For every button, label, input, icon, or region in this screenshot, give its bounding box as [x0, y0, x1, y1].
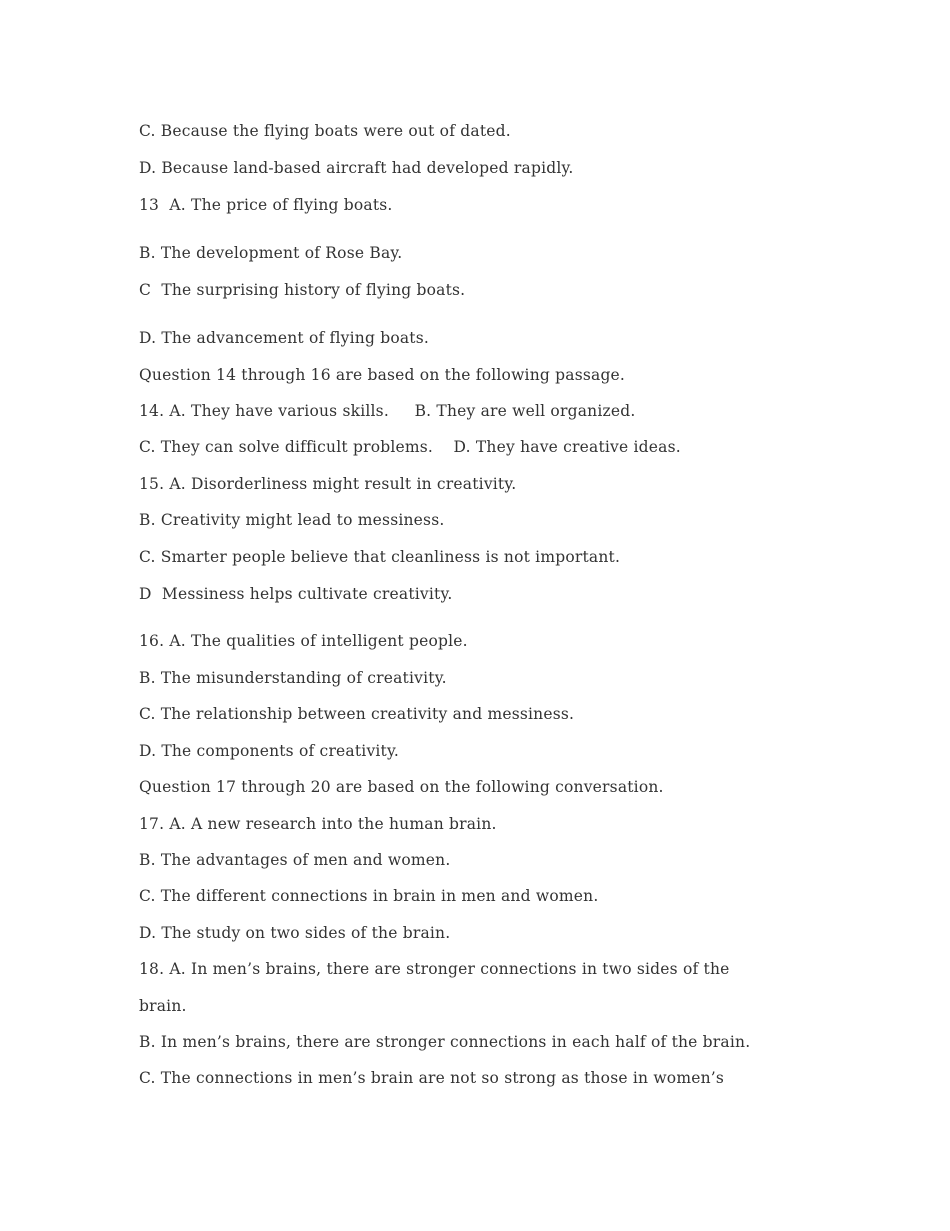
answer-line: 17. A. A new research into the human brain. [139, 815, 497, 833]
answer-line: B. The development of Rose Bay. [139, 244, 403, 262]
answer-line: D. The advancement of flying boats. [139, 329, 429, 347]
answer-line: 13 A. The price of flying boats. [139, 196, 393, 214]
answer-line: C. The relationship between creativity and messiness. [139, 705, 575, 723]
answer-line: B. Creativity might lead to messiness. [139, 511, 445, 529]
answer-line: C. Smarter people believe that cleanliness is not important. [139, 548, 621, 566]
answer-line: brain. [139, 997, 187, 1015]
answer-line: 14. A. They have various skills. B. They are well organized. [139, 402, 636, 420]
answer-line: 15. A. Disorderliness might result in creativity. [139, 475, 517, 493]
answer-line: C. The different connections in brain in men and women. [139, 887, 599, 905]
answer-line: B. The misunderstanding of creativity. [139, 669, 447, 687]
answer-line: D. The study on two sides of the brain. [139, 924, 451, 942]
answer-line: 18. A. In men’s brains, there are stronger connections in two sides of the [139, 960, 730, 978]
answer-line: D Messiness helps cultivate creativity. [139, 585, 453, 603]
answer-line: C The surprising history of flying boats. [139, 281, 466, 299]
section-heading: Question 14 through 16 are based on the following passage. [139, 366, 626, 384]
section-heading: Question 17 through 20 are based on the following conversation. [139, 778, 664, 796]
answer-line: D. Because land-based aircraft had developed rapidly. [139, 159, 574, 177]
answer-line: C. The connections in men’s brain are not so strong as those in women’s [139, 1069, 725, 1087]
answer-line: C. They can solve difficult problems. D. They have creative ideas. [139, 438, 681, 456]
answer-line: C. Because the flying boats were out of dated. [139, 122, 511, 140]
answer-line: D. The components of creativity. [139, 742, 400, 760]
answer-line: B. In men’s brains, there are stronger connections in each half of the brain. [139, 1033, 751, 1051]
answer-line: 16. A. The qualities of intelligent people. [139, 632, 468, 650]
answer-line: B. The advantages of men and women. [139, 851, 451, 869]
